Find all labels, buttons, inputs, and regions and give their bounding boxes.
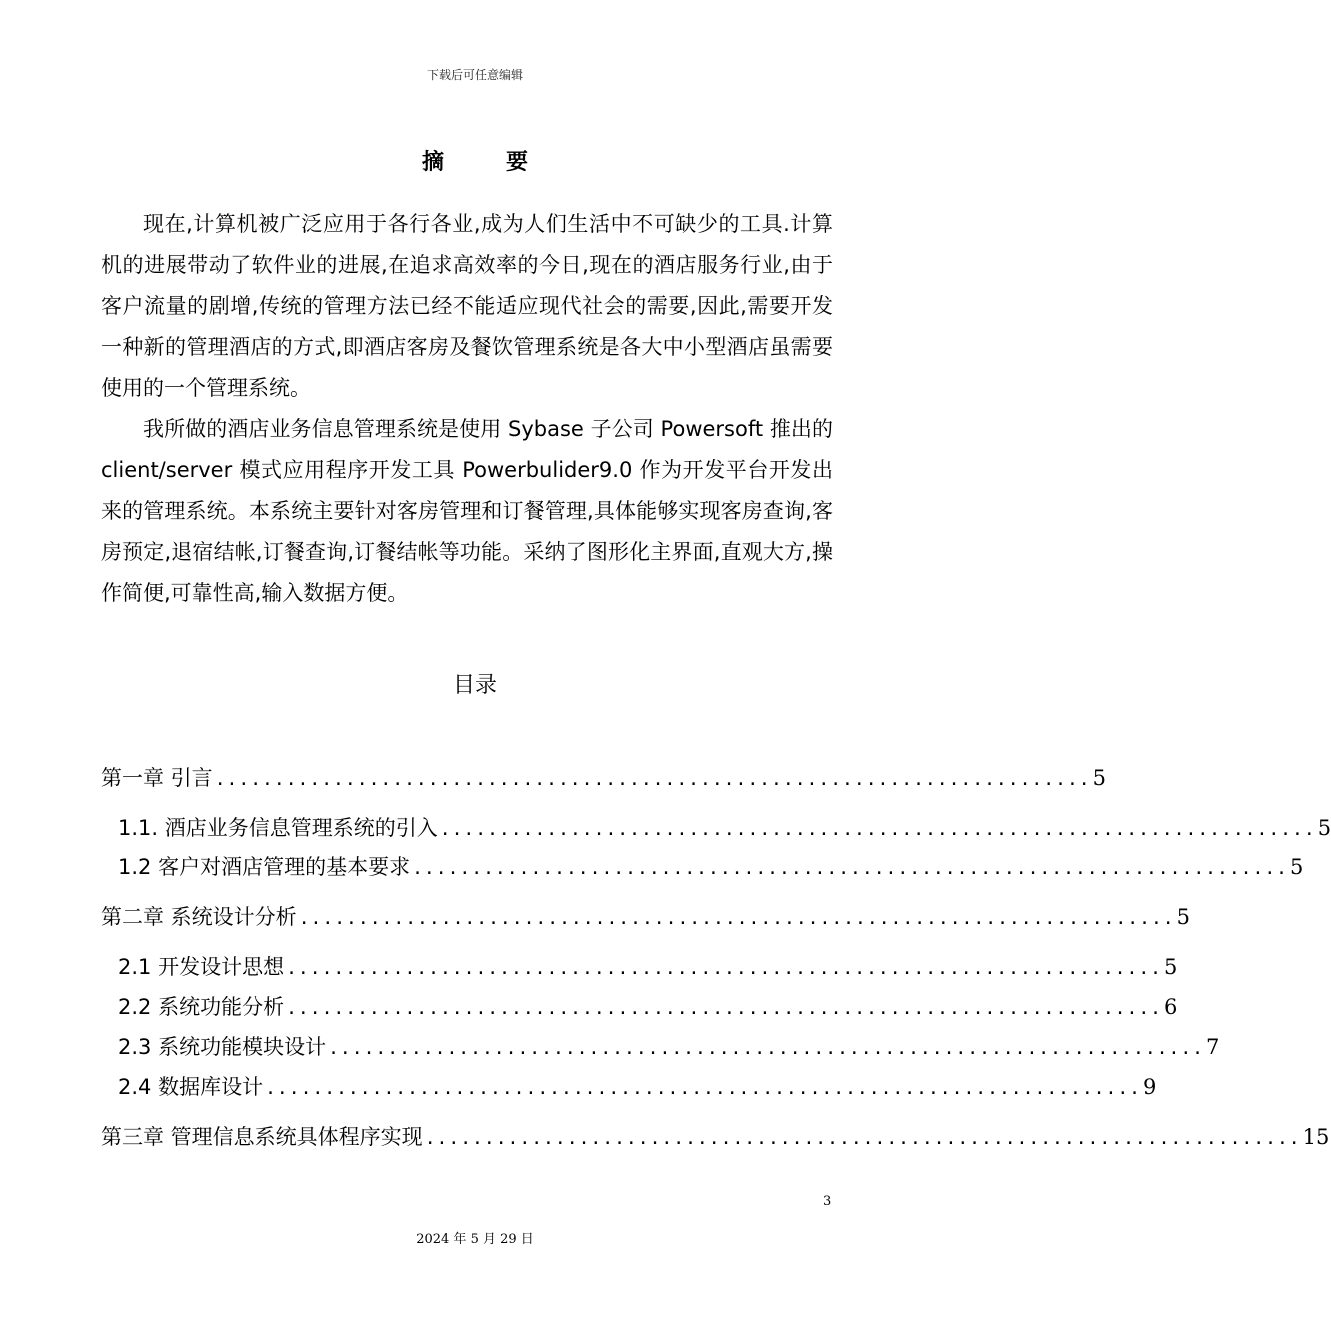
toc-entry-page: 7 — [1206, 1035, 1220, 1059]
toc-entry-label: 2.3 系统功能模块设计 — [118, 1035, 327, 1059]
toc-entry-page: 15 — [1302, 1125, 1330, 1149]
abstract-title-char-1: 摘 — [421, 150, 444, 175]
toc-entry-label: 1.1. 酒店业务信息管理系统的引入 — [118, 816, 438, 840]
toc-entry-label: 2.4 数据库设计 — [118, 1075, 264, 1099]
toc-leader-dots: .......................................................................... — [265, 1078, 1142, 1099]
toc-leader-dots: .......................................................................... — [286, 958, 1163, 979]
toc-entry-label: 第三章 管理信息系统具体程序实现 — [101, 1125, 423, 1149]
toc-leader-dots: .......................................................................... — [298, 908, 1175, 929]
toc-entry-label: 2.2 系统功能分析 — [118, 995, 285, 1019]
page-number: 3 — [823, 1194, 832, 1209]
toc-leader-dots: .......................................................................... — [286, 998, 1163, 1019]
toc-leader-dots: .......................................................................... — [424, 1128, 1301, 1149]
abstract-paragraph-2: 我所做的酒店业务信息管理系统是使用 Sybase 子公司 Powersoft 推出的 client/server 模式应用程序开发工具 Powerbulider9.0 作为开发平台开发出来的管理系统。本系统主要针对客房管理和订餐管理,具体能够实现客房查询,客房预定,退宿结帐,订餐查询,订餐结帐等功能。采纳了图形化主界面,直观大方,操作简便,可靠性高,输入数据方便。 — [101, 417, 833, 605]
toc-entry-page: 5 — [1164, 955, 1178, 979]
toc-entry-label: 第二章 系统设计分析 — [101, 905, 297, 929]
toc-entry[interactable] — [118, 1031, 1220, 1061]
toc-entry-label: 1.2 客户对酒店管理的基本要求 — [118, 855, 411, 879]
toc-entry-page: 9 — [1143, 1075, 1157, 1099]
toc-entry[interactable] — [118, 991, 1178, 1021]
toc-leader-dots: .......................................................................... — [214, 769, 1091, 790]
abstract-title-char-2: 要 — [506, 150, 529, 175]
toc-entry-page: 5 — [1290, 855, 1304, 879]
toc-entry[interactable] — [118, 851, 1304, 881]
abstract-title — [0, 145, 950, 176]
page-footer-date: 2024 年 5 月 29 日 — [416, 1232, 534, 1247]
toc-entry[interactable] — [118, 951, 1178, 981]
toc-entry[interactable] — [101, 901, 1190, 931]
toc-entry-page: 5 — [1092, 766, 1106, 790]
toc-entry-label: 2.1 开发设计思想 — [118, 955, 285, 979]
abstract-body — [101, 204, 833, 614]
toc-entry[interactable] — [101, 762, 1106, 792]
toc-entry[interactable] — [118, 1071, 1157, 1101]
toc-entry[interactable] — [118, 812, 1331, 842]
toc-entry-label: 第一章 引言 — [101, 766, 213, 790]
toc-leader-dots: .......................................................................... — [328, 1038, 1205, 1059]
toc-entry-page: 5 — [1317, 816, 1331, 840]
toc-leader-dots: .......................................................................... — [412, 858, 1289, 879]
toc-title: 目录 — [452, 673, 497, 698]
toc-entry[interactable] — [101, 1121, 1330, 1151]
toc-leader-dots: .......................................................................... — [439, 819, 1316, 840]
page-header: 下载后可任意编辑 — [426, 68, 523, 82]
abstract-paragraph-1: 现在,计算机被广泛应用于各行各业,成为人们生活中不可缺少的工具.计算机的进展带动了软件业的进展,在追求高效率的今日,现在的酒店服务行业,由于客户流量的剧增,传统的管理方法已经不能适应现代社会的需要,因此,需要开发一种新的管理酒店的方式,即酒店客房及餐饮管理系统是各大中小型酒店虽需要使用的一个管理系统。 — [101, 212, 833, 400]
toc-entry-page: 6 — [1164, 995, 1178, 1019]
toc-entry-page: 5 — [1176, 905, 1190, 929]
